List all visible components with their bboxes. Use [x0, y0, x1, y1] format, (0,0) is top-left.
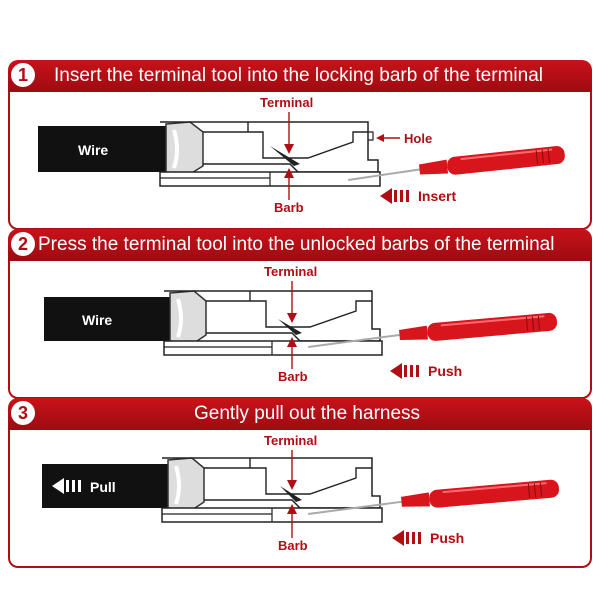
step-2-title: Press the terminal tool into the unlocked barbs of the terminal — [38, 234, 555, 255]
step-2-diagram — [8, 229, 592, 397]
terminal-base — [164, 341, 382, 355]
step-3-number: 3 — [11, 401, 35, 425]
barb-label: Barb — [278, 369, 308, 384]
crimp-sleeve — [170, 291, 206, 343]
push-arrow-icon — [390, 363, 419, 379]
terminal-label: Terminal — [264, 264, 318, 279]
step-3-title: Gently pull out the harness — [194, 403, 421, 424]
wire — [38, 126, 184, 172]
push-label: Push — [428, 363, 463, 379]
hole-label: Hole — [404, 131, 433, 146]
terminal-label: Terminal — [260, 95, 314, 110]
pull-label: Pull — [90, 479, 116, 495]
push-label: Push — [430, 530, 465, 546]
barb-label: Barb — [278, 538, 308, 553]
step-1-title: Insert the terminal tool into the locking barb of the terminal — [54, 65, 543, 86]
step-1-number: 1 — [11, 63, 35, 87]
barb — [270, 146, 300, 166]
push-arrow-icon — [392, 530, 421, 546]
insert-arrow-icon — [380, 188, 409, 204]
wire — [44, 297, 190, 341]
insert-label: Insert — [418, 188, 457, 204]
step-3-diagram — [8, 398, 592, 566]
wire-label: Wire — [82, 312, 113, 328]
step-3-panel — [8, 398, 592, 566]
step-1-panel — [8, 60, 592, 228]
step-2-number: 2 — [11, 232, 35, 256]
step-2-panel — [8, 229, 592, 397]
wire-label: Wire — [78, 142, 109, 158]
terminal-label: Terminal — [264, 433, 318, 448]
crimp-sleeve — [166, 122, 203, 174]
crimp-sleeve — [168, 458, 204, 510]
barb-label: Barb — [274, 200, 304, 215]
step-1-diagram — [8, 60, 592, 228]
